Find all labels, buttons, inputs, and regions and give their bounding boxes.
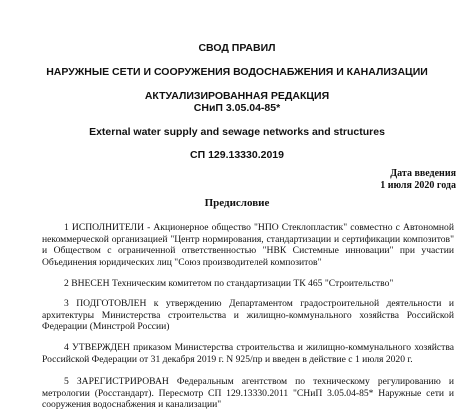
- foreword-heading: Предисловие: [204, 197, 270, 209]
- paragraph-2: 2 ВНЕСЕН Техническим комитетом по стандартизации ТК 465 "Строительство": [64, 278, 394, 289]
- english-title: External water supply and sewage networks and structures: [89, 126, 385, 138]
- paragraph-4: 4 УТВЕРЖДЕН приказом Министерства строительства и жилищно-коммунального хозяйства Российской Федерации от 31 декабря 2019 г. N 925/пр и введен в действие с 1 июля 2020 г.: [42, 342, 454, 365]
- paragraph-3: 3 ПОДГОТОВЛЕН к утверждению Департаментом градостроительной деятельности и архитектуры Министерства строительства и жилищно-коммунального хозяйства Российской Федерации (Минстрой России): [42, 298, 454, 333]
- intro-date-label: Дата введения: [390, 168, 456, 179]
- paragraph-5: 5 ЗАРЕГИСТРИРОВАН Федеральным агентством по техническому регулированию и метрологии (Росстандарт). Пересмотр СП 129.13330.2011 "СНиП 3.05.04-85* Наружные сети и сооружения водоснабжения и канализации": [42, 376, 454, 411]
- sp-code: СП 129.13330.2019: [190, 149, 284, 161]
- revision-label: АКТУАЛИЗИРОВАННАЯ РЕДАКЦИЯ: [144, 90, 330, 102]
- document-title: НАРУЖНЫЕ СЕТИ И СООРУЖЕНИЯ ВОДОСНАБЖЕНИЯ И КАНАЛИЗАЦИИ: [46, 66, 428, 78]
- document-type: СВОД ПРАВИЛ: [198, 42, 276, 54]
- snip-code: СНиП 3.05.04-85*: [193, 102, 281, 114]
- intro-date-value: 1 июля 2020 года: [380, 180, 456, 191]
- paragraph-1: 1 ИСПОЛНИТЕЛИ - Акционерное общество "НПО Стеклопластик" совместно с Автономной некоммерческой организацией "Центр нормирования, стандартизации и сертификации композитов" и Обществом с ограниченной ответственностью "НВК Системные инновации" при участии Объединения юридических лиц "Союз производителей композитов": [42, 222, 454, 268]
